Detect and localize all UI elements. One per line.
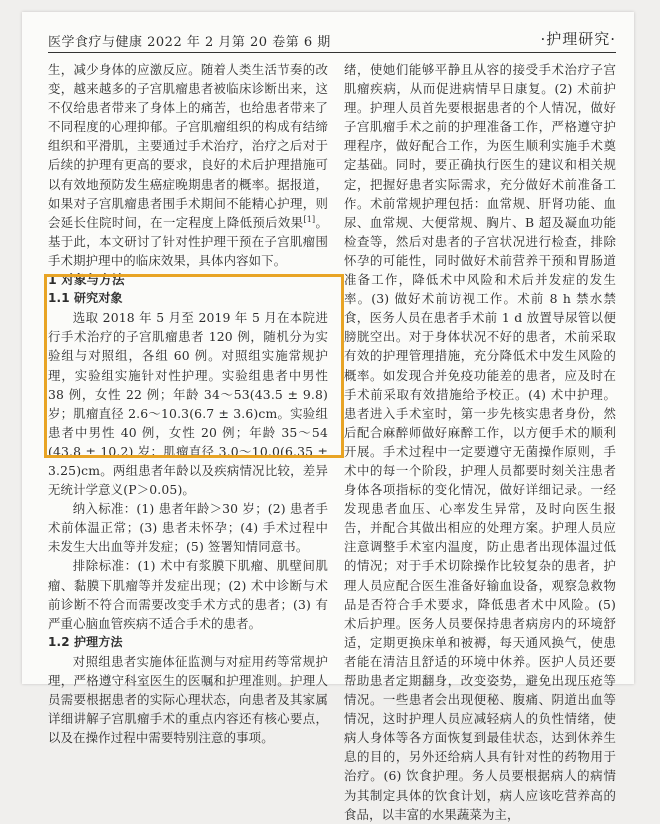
inclusion-criteria-paragraph: 纳入标准：(1) 患者年龄＞30 岁；(2) 患者手术前体温正常；(3) 患者未怀孕；(4) 手术过程中未发生大出血等并发症；(5) 签署知情同意书。 [48,501,328,555]
nursing-method-paragraph: 对照组患者实施体征监测与对症用药等常规护理，严格遵守科室医生的医嘱和护理准则。护理人员需要根据患者的实际心理状态，向患者及其家属详细讲解子宫肌瘤手术的重点内容还有核心要点，以及在操作过程中需要特别注意的事项。 [48,653,328,746]
section-1-heading: 1 对象与方法 [48,272,125,288]
right-column [344,60,616,824]
subsection-1-2-heading: 1.2 护理方法 [48,634,123,649]
subsection-1-1-heading: 1.1 研究对象 [48,291,123,306]
exclusion-criteria-paragraph: 排除标准：(1) 术中有浆膜下肌瘤、肌壁间肌瘤、黏膜下肌瘤等并发症出现；(2) 术中诊断与术前诊断不符合而需要改变手术方式的患者；(3) 有严重心脑血管疾病不适合手术的患者。 [48,558,328,631]
citation-ref: [1] [303,214,316,224]
section-label: ·护理研究· [540,30,616,48]
document-page [22,12,634,822]
page-header [48,26,616,53]
left-column [48,60,328,747]
intro-paragraph: 生，减少身体的应激反应。随着人类生活节奏的改变，越来越多的子宫肌瘤患者被临床诊断出来，这不仅给患者带来了身体上的痛苦，也给患者带来了不同程度的心理抑郁。子宫肌瘤组织的构成有结缔组织和平滑肌，主要通过手术治疗，治疗之后对于后续的护理有更高的要求，良好的术后护理措施可以有效地预防发生癌症晚期患者的概率。据报道，如果对子宫肌瘤患者围手术期间不能精心护理，则会延长住院时间，在一定程度上降低预后效果[1]。基于此，本文研讨了针对性护理干预在子宫肌瘤围手术期护理中的临床效果，具体内容如下。 [48,62,329,268]
research-subjects-paragraph: 选取 2018 年 5 月至 2019 年 5 月在本院进行手术治疗的子宫肌瘤患者 120 例，随机分为实验组与对照组，各组 60 例。对照组实施常规护理，实验组实施针对性护理。实验组患者中男性 38 例，女性 22 例；年龄 34～53(43.5 ± 9.8) 岁；肌瘤直径 2.6～10.3(6.7 ± 3.6)cm。实验组患者中男性 40 例，女性 20 例；年龄 35～54 (43.8 ± 10.2) 岁；肌瘤直径 3.0～10.0(6.35 ± 3.25)cm。两组患者年龄以及疾病情况比较，差异无统计学意义(P＞0.05)。 [48,310,328,498]
nursing-details-paragraph: 绪，使她们能够平静且从容的接受手术治疗子宫肌瘤疾病，从而促进病情早日康复。(2) 术前护理。护理人员首先要根据患者的个人情况，做好子宫肌瘤手术之前的护理准备工作，严格遵守护理程序，做好配合工作，为医生顺利实施手术奠定基础。同时，要正确执行医生的建议和相关规定，把握好患者实际需求，充分做好术前准备工作。术前常规护理包括：血常规、肝肾功能、血尿、血常规、大便常规、胸片、B 超及凝血功能检查等，然后对患者的子宫状况进行检查，排除怀孕的可能性，同时做好术前营养干预和胃肠道准备工作，降低术中风险和术后并发症的发生率。(3) 做好术前访视工作。术前 8 h 禁水禁食，医务人员在患者手术前 1 d 放置导尿管以便膀胱空出。对于身体状况不好的患者，术前采取有效的护理管理措施，充分降低术中发生风险的概率。如发现合并免疫功能差的患者，应及时在手术前采取有效措施给予校正。(4) 术中护理。患者进入手术室时，第一步先核实患者身份，然后配合麻醉师做好麻醉工作，以方便手术的顺利开展。手术过程中一定要遵守无菌操作原则，手术中的每一个阶段，护理人员都要时刻关注患者身体各项指标的变化情况，做好详细记录。一经发现患者血压、心率发生异常，及时向医生报告，并配合其做出相应的处理方案。护理人员应注意调整手术室内温度，防止患者出现体温过低的情况；对于手术切除操作比较复杂的患者，护理人员应配合医生准备好输血设备，观察急救物品是否符合手术要求，降低患者术中风险。(5) 术后护理。医务人员要保持患者病房内的环境舒适，定期更换床单和被褥，每天通风换气，使患者能在清洁且舒适的环境中休养。医护人员还要帮助患者定期翻身，改变姿势，避免出现压疮等情况。一些患者会出现便秘、腹痛、阴道出血等情况，这时护理人员应减轻病人的负性情绪，使病人身体等各方面恢复到最佳状态，达到休养生息的目的，另外还给病人具有针对性的药物用于治疗。(6) 饮食护理。务人员要根据病人的病情为其制定具体的饮食计划，病人应该吃营养高的食品，以丰富的水果蔬菜为主， [344,62,616,822]
journal-info: 医学食疗与健康 2022 年 2 月第 20 卷第 6 期 [48,35,331,50]
